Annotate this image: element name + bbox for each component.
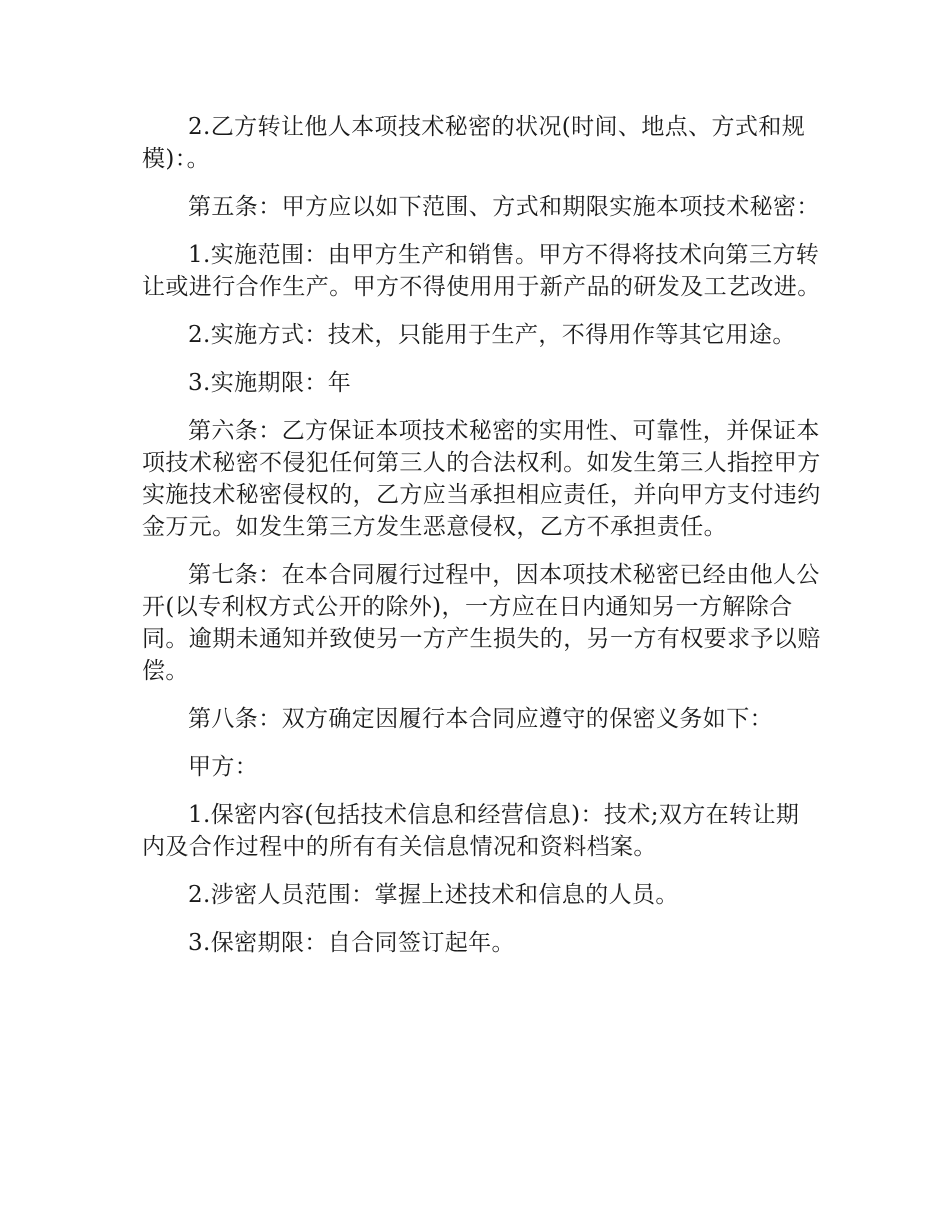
paragraph-article-7: 第七条：在本合同履行过程中，因本项技术秘密已经由他人公开(以专利权方式公开的除外)，一方应在日内通知另一方解除合同。逾期未通知并致使另一方产生损失的，另一方有权要求予以赔偿。: [142, 562, 821, 684]
paragraph-party-a: 甲方：: [188, 754, 259, 780]
paragraph-implementation-term: 3.实施期限：年: [188, 370, 352, 396]
paragraph-transfer-status: 2.乙方转让他人本项技术秘密的状况(时间、地点、方式和规模)：。: [142, 114, 806, 172]
paragraph-implementation-scope: 1.实施范围：由甲方生产和销售。甲方不得将技术向第三方转让或进行合作生产。甲方不得使用用于新产品的研发及工艺改进。: [142, 242, 821, 300]
paragraph-confidential-term: 3.保密期限：自合同签订起年。: [188, 930, 515, 956]
paragraph-article-5: 第五条：甲方应以如下范围、方式和期限实施本项技术秘密：: [188, 194, 820, 220]
paragraph-confidential-personnel: 2.涉密人员范围：掌握上述技术和信息的人员。: [188, 882, 679, 908]
document-body: [142, 111, 822, 975]
paragraph-article-8: 第八条：双方确定因履行本合同应遵守的保密义务如下：: [188, 706, 773, 732]
paragraph-article-6: 第六条：乙方保证本项技术秘密的实用性、可靠性，并保证本项技术秘密不侵犯任何第三人的合法权利。如发生第三人指控甲方实施技术秘密侵权的，乙方应当承担相应责任，并向甲方支付违约金万元。如发生第三方发生恶意侵权，乙方不承担责任。: [142, 418, 821, 540]
paragraph-confidential-content: 1.保密内容(包括技术信息和经营信息)：技术;双方在转让期内及合作过程中的所有有关信息情况和资料档案。: [142, 802, 800, 860]
paragraph-implementation-method: 2.实施方式：技术，只能用于生产，不得用作等其它用途。: [188, 322, 796, 348]
